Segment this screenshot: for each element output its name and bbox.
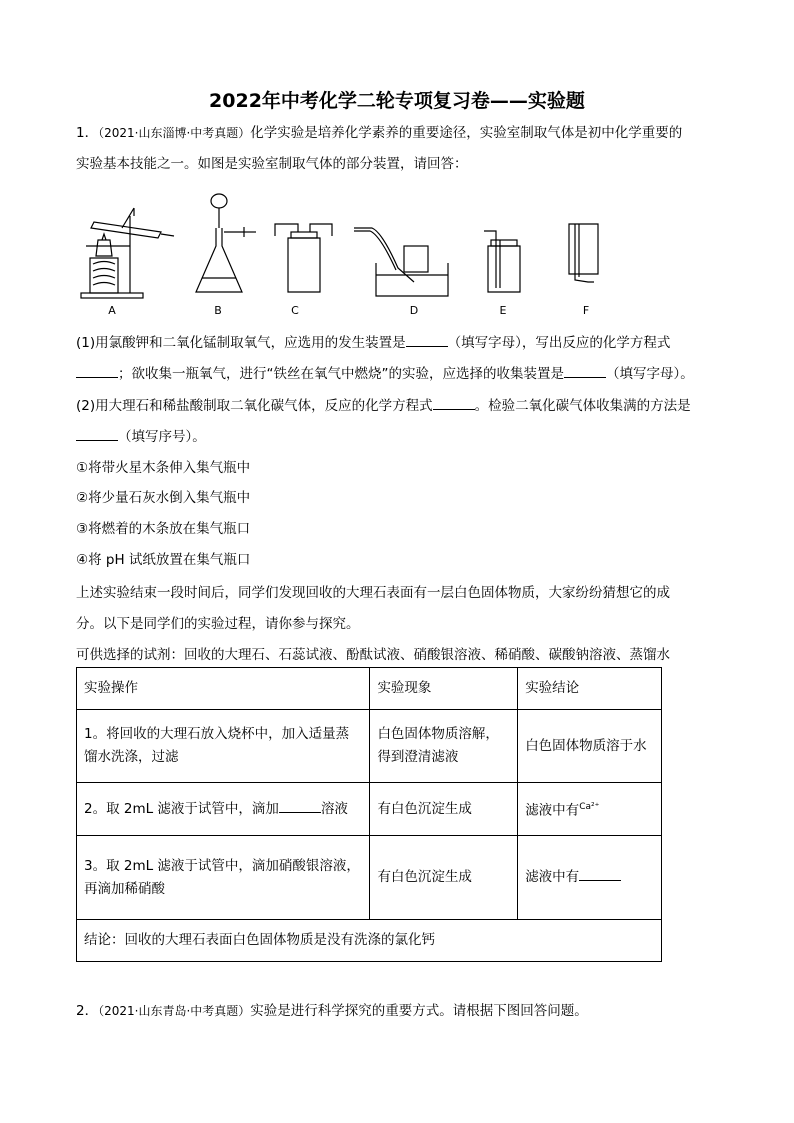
option-2: ②将少量石灰水倒入集气瓶中 [76, 490, 251, 506]
q1-part2-text-c: （填写序号）。 [118, 429, 206, 445]
row3-phenomenon: 有白色沉淀生成 [370, 836, 518, 920]
answer-blank-7[interactable] [579, 866, 621, 881]
q1-part2-text-a: (2)用大理石和稀盐酸制取二氧化碳气体，反应的化学方程式 [76, 398, 433, 414]
option-4: ④将 pH 试纸放置在集气瓶口 [76, 552, 251, 568]
row3-conclusion [518, 836, 662, 920]
q1-part1-line-1 [76, 332, 670, 352]
answer-blank-1[interactable] [406, 332, 448, 347]
apparatus-labels [108, 304, 589, 316]
option-3: ③将燃着的木条放在集气瓶口 [76, 521, 251, 537]
label-a: A [108, 304, 116, 316]
header-conclusion: 实验结论 [518, 668, 662, 710]
apparatus-b [196, 194, 256, 292]
apparatus-e [484, 231, 520, 292]
header-phenomenon: 实验现象 [370, 668, 518, 710]
experiment-table [76, 667, 662, 962]
row2-operation-text: 2。取 2mL 滤液于试管中，滴加 [84, 800, 279, 817]
q1-number: 1． [76, 125, 99, 141]
q1-after-line-1: 上述实验结束一段时间后，同学们发现回收的大理石表面有一层白色固体物质，大家纷纷猜想它的成 [76, 585, 670, 601]
q1-part2-line-1 [76, 395, 691, 415]
answer-blank-3[interactable] [564, 363, 606, 378]
row2-conclusion-text: 滤液中有 [525, 802, 580, 819]
answer-blank-6[interactable] [279, 798, 321, 813]
calcium-ion: Ca²⁺ [579, 801, 600, 812]
table-header-row [77, 668, 662, 710]
q1-part1-text-b: （填写字母），写出反应的化学方程式 [447, 335, 671, 351]
answer-blank-2[interactable] [76, 363, 118, 378]
q1-intro-line-2: 实验基本技能之一。如图是实验室制取气体的部分装置，请回答： [76, 156, 468, 172]
row1-phenomenon-line-2: 得到澄清滤液 [377, 749, 459, 765]
q1-part1-text-a: (1)用氯酸钾和二氧化锰制取氧气，应选用的发生装置是 [76, 335, 406, 351]
q1-source: （2021·山东淄博·中考真题） [98, 126, 251, 140]
header-operation: 实验操作 [77, 668, 370, 710]
option-1: ①将带火星木条伸入集气瓶中 [76, 460, 251, 476]
table-conclusion-row [77, 920, 662, 962]
q1-part1-text-c: ；欲收集一瓶氧气，进行“铁丝在氧气中燃烧”的实验，应选择的收集装置是 [118, 366, 564, 382]
row2-phenomenon: 有白色沉淀生成 [370, 783, 518, 836]
row2-operation [77, 783, 370, 836]
q1-after-line-2: 分。以下是同学们的实验过程，请你参与探究。 [76, 616, 360, 632]
row1-phenomenon-line-1: 白色固体物质溶解， [377, 726, 499, 742]
q1-part1-text-d: （填写字母）。 [606, 366, 694, 382]
row1-operation-line-2: 馏水洗涤，过滤 [84, 749, 179, 765]
apparatus-c [275, 224, 332, 292]
q2-text: 实验是进行科学探究的重要方式。请根据下图回答问题。 [250, 1003, 588, 1019]
label-b: B [214, 304, 222, 316]
label-f: F [582, 304, 590, 316]
row2-operation-suffix: 溶液 [320, 800, 348, 817]
apparatus-d [354, 228, 448, 296]
q2-line [76, 1002, 588, 1020]
label-c: C [291, 304, 299, 316]
reagents-line: 可供选择的试剂：回收的大理石、石蕊试液、酚酞试液、硝酸银溶液、稀硝酸、碳酸钠溶液、蒸馏水 [76, 647, 670, 663]
q2-source: （2021·山东青岛·中考真题） [98, 1004, 251, 1018]
q1-part2-line-2 [76, 426, 206, 446]
lab-apparatus-figure [76, 188, 616, 316]
row1-operation [77, 710, 370, 783]
q1-intro-line-1 [76, 124, 682, 142]
row3-conclusion-text: 滤液中有 [525, 869, 580, 885]
answer-blank-4[interactable] [433, 395, 475, 410]
q1-intro-text-1: 化学实验是培养化学素养的重要途径，实验室制取气体是初中化学重要的 [250, 125, 683, 141]
page-title: 2022年中考化学二轮专项复习卷——实验题 [209, 90, 585, 112]
row3-operation [77, 836, 370, 920]
q2-number: 2． [76, 1003, 99, 1019]
q1-part2-text-b: 。检验二氧化碳气体收集满的方法是 [474, 398, 691, 414]
row3-operation-line-1: 3。取 2mL 滤液于试管中，滴加硝酸银溶液， [84, 857, 360, 874]
apparatus-a [81, 208, 174, 298]
table-row [77, 710, 662, 783]
row1-phenomenon [370, 710, 518, 783]
table-row [77, 836, 662, 920]
label-d: D [409, 304, 419, 316]
table-row [77, 783, 662, 836]
row1-operation-line-1: 1。将回收的大理石放入烧杯中，加入适量蒸 [84, 726, 350, 742]
row2-conclusion [518, 783, 662, 836]
row1-conclusion: 白色固体物质溶于水 [518, 710, 662, 783]
answer-blank-5[interactable] [76, 426, 118, 441]
row3-operation-line-2: 再滴加稀硝酸 [84, 880, 165, 897]
label-e: E [499, 304, 507, 316]
table-conclusion: 结论：回收的大理石表面白色固体物质是没有洗涤的氯化钙 [77, 920, 662, 962]
apparatus-f [569, 224, 598, 282]
q1-part1-line-2 [76, 363, 694, 383]
